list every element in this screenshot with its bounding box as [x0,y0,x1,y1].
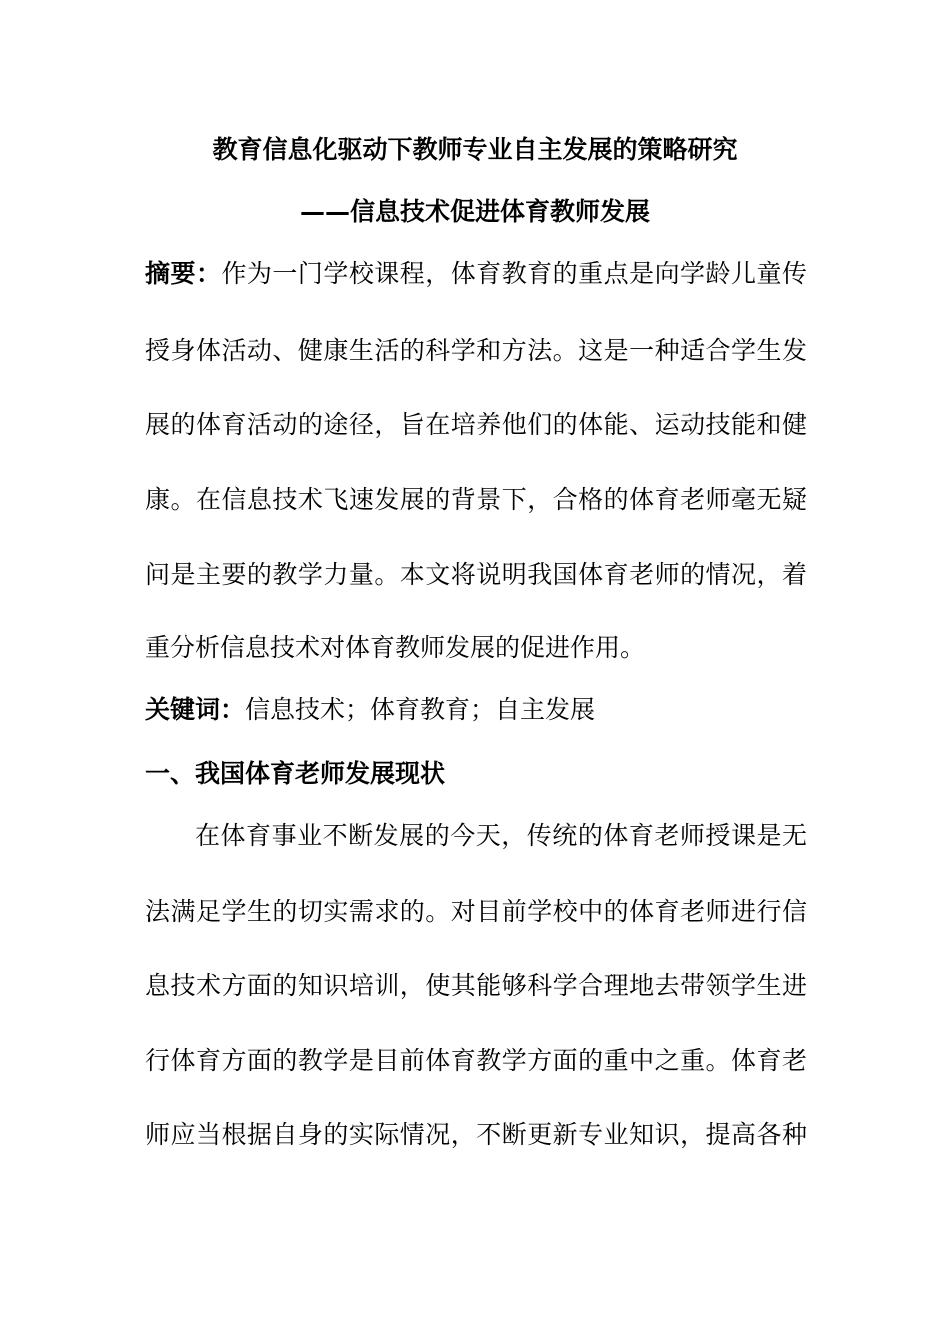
keywords-line [145,694,595,726]
abstract-text: 作为一门学校课程，体育教育的重点是向学龄儿童传 [221,259,807,288]
keywords-label: 关键词： [145,695,246,724]
document-title: 教育信息化驱动下教师专业自主发展的策略研究 [212,135,738,164]
abstract-line: 授身体活动、健康生活的科学和方法。这是一种适合学生发 [145,336,807,365]
paragraph-line: 息技术方面的知识培训，使其能够科学合理地去带领学生进 [145,971,807,1000]
abstract-label: 摘要： [145,259,222,288]
paragraph-line: 法满足学生的切实需求的。对目前学校中的体育老师进行信 [145,897,807,926]
document-subtitle: ——信息技术促进体育教师发展 [299,197,650,226]
abstract-line: 康。在信息技术飞速发展的背景下，合格的体育老师毫无疑 [145,485,807,514]
abstract-line: 重分析信息技术对体育教师发展的促进作用。 [145,633,646,662]
paragraph-line: 在体育事业不断发展的今天，传统的体育老师授课是无 [195,821,807,850]
abstract-line: 问是主要的教学力量。本文将说明我国体育老师的情况，着 [145,560,807,589]
abstract-line [145,258,807,290]
keywords-text: 信息技术；体育教育；自主发展 [245,695,596,724]
paragraph-line: 行体育方面的教学是目前体育教学方面的重中之重。体育老 [145,1046,807,1075]
paragraph-line: 师应当根据自身的实际情况，不断更新专业知识，提高各种 [145,1120,807,1149]
section-heading: 一、我国体育老师发展现状 [145,759,446,788]
abstract-line: 展的体育活动的途径，旨在培养他们的体能、运动技能和健 [145,410,807,439]
